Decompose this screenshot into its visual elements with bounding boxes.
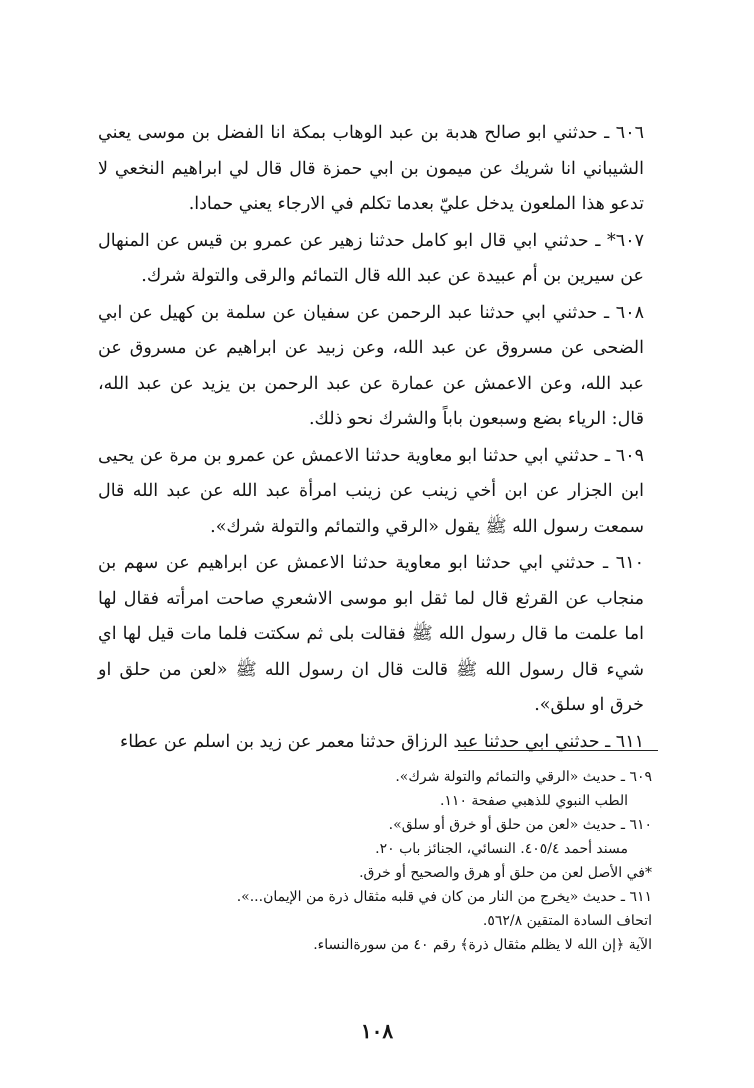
footnote-610-note: *في الأصل لعن من حلق أو هرق والصحيح أو خرق.	[359, 865, 652, 881]
hadith-607: ٦٠٧* ـ حدثني ابي قال ابو كامل حدثنا زهير عن عمرو بن قيس عن المنهال عن سيرين بن أم عبيدة عن عبد الله قال التمائم والرقى والتولة شرك.	[98, 230, 644, 286]
hadith-611: ٦١١ ـ حدثني ابي حدثنا عبد الرزاق حدثنا معمر عن زيد بن اسلم عن عطاء	[119, 731, 644, 752]
footnote-610: ٦١٠ ـ حديث «لعن من حلق أو خرق أو سلق».	[388, 817, 652, 833]
main-text	[98, 116, 644, 761]
hadith-609: ٦٠٩ ـ حدثني ابي حدثنا ابو معاوية حدثنا الاعمش عن عمرو بن مرة عن يحيى ابن الجزار عن ابن أخي زينب عن زينب امرأة عبد الله عن عبد الله قال سمعت رسول الله ﷺ يقول «الرقي والتمائم والتولة شرك».	[98, 445, 644, 537]
footnote-611: ٦١١ ـ حديث «يخرج من النار من كان في قلبه مثقال ذرة من الإيمان...».	[236, 889, 652, 905]
footnote-divider	[458, 750, 658, 751]
footnote-609-source: الطب النبوي للذهبي صفحة ١١٠.	[439, 793, 628, 809]
footnote-610-source: مسند أحمد ٤٠٥/٤. النسائي، الجنائز باب ٢٠.	[375, 841, 628, 857]
footnotes	[120, 765, 652, 957]
page-number: ١٠٨	[360, 1019, 394, 1043]
hadith-608: ٦٠٨ ـ حدثني ابي حدثنا عبد الرحمن عن سفيان عن سلمة بن كهيل عن ابي الضحى عن مسروق عن عبد الله، وعن زبيد عن ابراهيم عن مسروق عن عبد الله، وعن الاعمش عن عمارة عن عبد الرحمن بن يزيد عن عبد الله، قال: الرياء بضع وسبعون باباً والشرك نحو ذلك.	[98, 302, 644, 429]
footnote-611-source: اتحاف السادة المتقين ٥٦٢/٨.	[482, 913, 652, 929]
hadith-606: ٦٠٦ ـ حدثني ابو صالح هدبة بن عبد الوهاب بمكة انا الفضل بن موسى يعني الشيباني انا شريك عن ميمون بن ابي حمزة قال قال لي ابراهيم النخعي لا تدعو هذا الملعون يدخل عليّ بعدما تكلم في الارجاء يعني حمادا.	[98, 123, 644, 214]
footnote-609: ٦٠٩ ـ حديث «الرقي والتمائم والتولة شرك».	[395, 769, 652, 785]
hadith-610: ٦١٠ ـ حدثني ابي حدثنا ابو معاوية حدثنا الاعمش عن ابراهيم عن سهم بن منجاب عن القرثع قال لما ثقل ابو موسى الاشعري صاحت امرأته فقال لها اما علمت ما قال رسول الله ﷺ فقالت بلى ثم سكتت فلما مات قيل لها اي شيء قال رسول الله ﷺ قالت قال ان رسول الله ﷺ «لعن من حلق او خرق او سلق».	[98, 553, 644, 715]
footnote-611-verse: الآية ﴿إن الله لا يظلم مثقال ذرة﴾ رقم ٤٠ من سورةالنساء.	[313, 937, 652, 953]
